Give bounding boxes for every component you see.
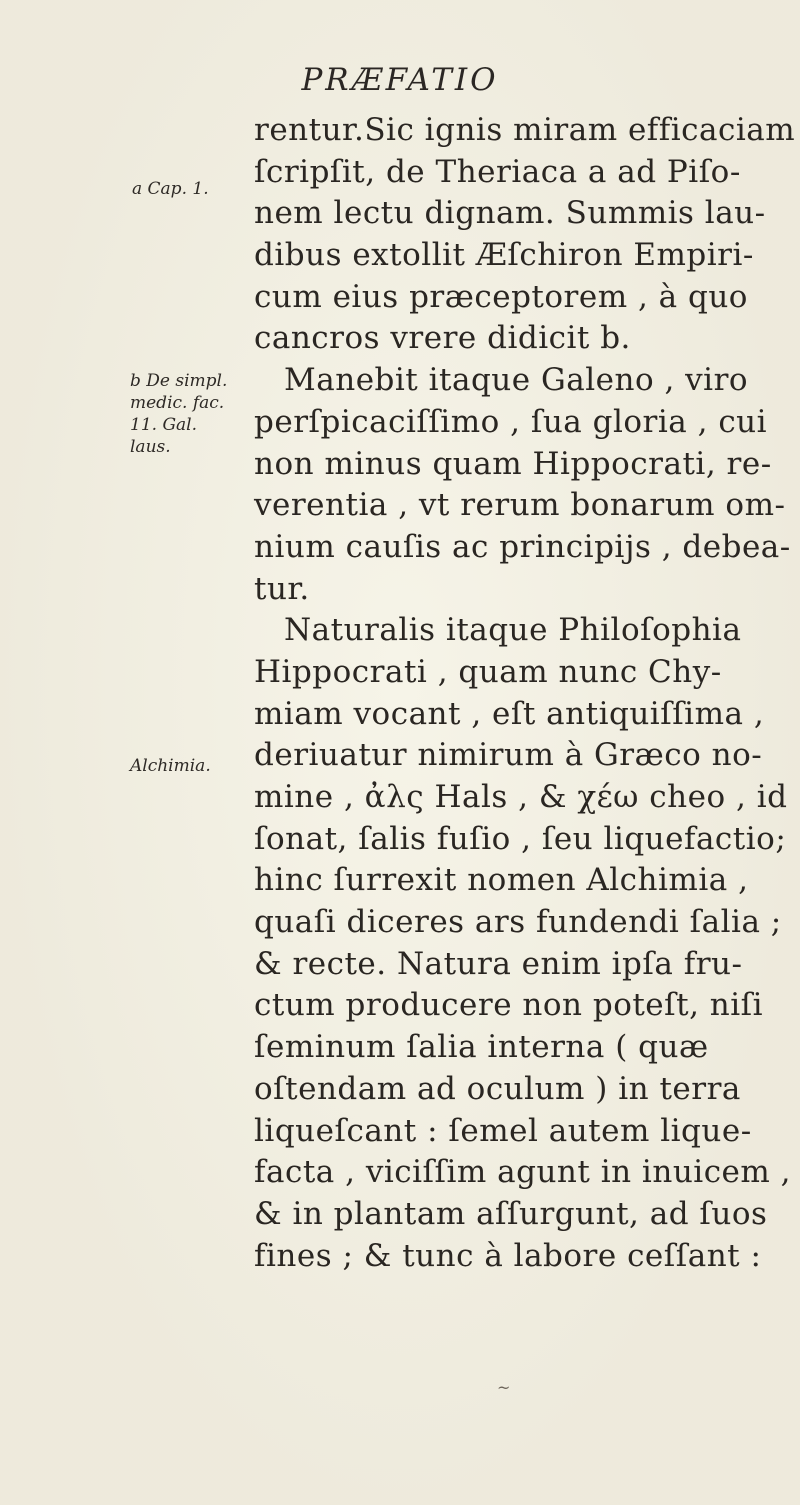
text-line: miam vocant , eſt antiquiſſima , xyxy=(254,695,765,732)
text-line: tur. xyxy=(254,570,310,607)
text-line: & in plantam aſſurgunt, ad ſuos xyxy=(254,1195,768,1232)
text-line: rentur.Sic ignis miram efficaciam xyxy=(254,112,796,148)
text-line: ctum producere non poteſt, niſi xyxy=(254,987,764,1024)
running-head: PRÆFATIO xyxy=(301,62,499,98)
margin-note-b-line: 11. Gal. xyxy=(130,415,197,435)
text-line: verentia , vt rerum bonarum om- xyxy=(254,487,786,524)
text-line: ſeminum ſalia interna ( quæ xyxy=(254,1029,709,1066)
margin-note-b-line: laus. xyxy=(130,437,171,457)
text-line: cum eius præceptorem , à quo xyxy=(254,278,748,315)
text-line: oſtendam ad oculum ) in terra xyxy=(254,1070,741,1107)
text-line: ſonat, ſalis fuſio , ſeu liquefactio; xyxy=(254,820,787,857)
text-line: cancros vrere didicit b. xyxy=(254,320,631,357)
text-line: liqueſcant : ſemel autem lique- xyxy=(254,1112,752,1149)
text-line: Manebit itaque Galeno , viro xyxy=(284,362,749,399)
text-line: nium cauſis ac principijs , debea- xyxy=(254,528,791,565)
text-line: hinc ſurrexit nomen Alchimia , xyxy=(254,862,749,899)
body-text xyxy=(254,110,794,1277)
text-line: non minus quam Hippocrati, re- xyxy=(254,445,772,482)
margin-note-b-line: medic. fac. xyxy=(130,393,225,413)
text-line: dibus extollit Æſchiron Empiri- xyxy=(254,237,754,274)
text-line: Naturalis itaque Philoſophia xyxy=(284,612,742,649)
text-line: perſpicaciſſimo , ſua gloria , cui xyxy=(254,403,768,440)
text-line: ſcripſit, de Theriaca a ad Piſo- xyxy=(254,153,741,190)
text-line: deriuatur nimirum à Græco no- xyxy=(254,737,763,774)
text-line: quaſi diceres ars fundendi ſalia ; xyxy=(254,904,782,941)
text-line: Hippocrati , quam nunc Chy- xyxy=(254,653,722,690)
text-line: nem lectu dignam. Summis lau- xyxy=(254,195,766,232)
margin-note-b xyxy=(130,370,227,458)
text-line: facta , viciſſim agunt in inuicem , xyxy=(254,1154,792,1191)
margin-note-alchimia: Alchimia. xyxy=(130,756,211,776)
text-line: fines ; & tunc à labore ceſſant : xyxy=(254,1237,762,1274)
margin-note-b-line: b De simpl. xyxy=(130,371,228,391)
text-line: & recte. Natura enim ipſa fru- xyxy=(254,945,743,982)
margin-note-a: a Cap. 1. xyxy=(132,179,209,199)
text-line: mine , ἀλς Hals , & χέω cheo , id xyxy=(254,779,788,815)
catchword-mark: ~ xyxy=(497,1378,511,1397)
